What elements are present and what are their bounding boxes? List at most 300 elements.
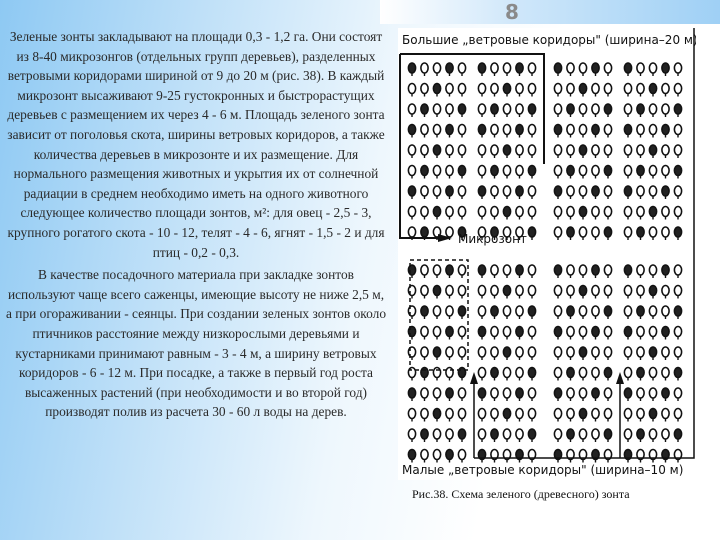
tree-icon — [554, 186, 561, 199]
tree-icon — [674, 388, 681, 401]
tree-icon — [421, 306, 428, 319]
tree-icon — [516, 207, 523, 220]
tree-icon — [478, 63, 485, 76]
tree-icon — [662, 125, 669, 138]
tree-icon — [624, 63, 631, 76]
tree-icon — [637, 450, 644, 463]
tree-icon — [408, 409, 415, 422]
small-corridors-label: Малые „ветровые коридоры" (ширина–10 м) — [402, 463, 684, 477]
tree-icon — [592, 327, 599, 340]
tree-icon — [458, 409, 465, 422]
tree-icon — [478, 145, 485, 158]
tree-icon — [503, 286, 510, 299]
tree-icon — [433, 166, 440, 179]
tree-icon — [579, 286, 586, 299]
tree-icon — [579, 388, 586, 401]
tree-icon — [674, 368, 681, 381]
tree-icon — [421, 347, 428, 360]
tree-icon — [446, 207, 453, 220]
slide-number: 8 — [505, 0, 519, 24]
tree-icon — [554, 207, 561, 220]
tree-icon — [503, 429, 510, 442]
tree-icon — [662, 207, 669, 220]
tree-icon — [624, 227, 631, 240]
tree-icon — [491, 265, 498, 278]
tree-icon — [567, 429, 574, 442]
tree-icon — [421, 145, 428, 158]
tree-icon — [674, 409, 681, 422]
tree-icon — [637, 388, 644, 401]
tree-icon — [433, 186, 440, 199]
tree-icon — [528, 186, 535, 199]
tree-icon — [528, 347, 535, 360]
tree-icon — [528, 63, 535, 76]
tree-icon — [458, 429, 465, 442]
tree-icon — [624, 104, 631, 117]
tree-icon — [567, 145, 574, 158]
tree-icon — [604, 63, 611, 76]
tree-icon — [421, 286, 428, 299]
tree-icon — [528, 388, 535, 401]
tree-icon — [579, 265, 586, 278]
tree-icon — [478, 207, 485, 220]
tree-icon — [624, 186, 631, 199]
tree-icon — [649, 166, 656, 179]
tree-icon — [674, 63, 681, 76]
tree-icon — [624, 207, 631, 220]
tree-icon — [408, 125, 415, 138]
tree-icon — [446, 429, 453, 442]
tree-icon — [446, 104, 453, 117]
tree-icon — [649, 429, 656, 442]
tree-icon — [604, 227, 611, 240]
tree-icon — [662, 327, 669, 340]
tree-icon — [421, 388, 428, 401]
tree-icon — [579, 306, 586, 319]
tree-icon — [503, 104, 510, 117]
tree-icon — [478, 166, 485, 179]
tree-icon — [516, 409, 523, 422]
tree-icon — [567, 84, 574, 97]
tree-icon — [554, 306, 561, 319]
tree-icon — [446, 63, 453, 76]
tree-icon — [408, 84, 415, 97]
tree-icon — [637, 409, 644, 422]
tree-icon — [637, 84, 644, 97]
tree-icon — [567, 388, 574, 401]
tree-icon — [491, 306, 498, 319]
tree-icon — [433, 450, 440, 463]
tree-icon — [433, 63, 440, 76]
tree-icon — [649, 388, 656, 401]
tree-icon — [567, 104, 574, 117]
tree-icon — [503, 186, 510, 199]
tree-icon — [637, 286, 644, 299]
tree-icon — [604, 327, 611, 340]
tree-icon — [554, 327, 561, 340]
tree-icon — [567, 286, 574, 299]
tree-icon — [637, 306, 644, 319]
tree-icon — [567, 207, 574, 220]
tree-icon — [554, 125, 561, 138]
tree-icon — [592, 347, 599, 360]
tree-icon — [662, 368, 669, 381]
tree-icon — [421, 63, 428, 76]
tree-icon — [637, 347, 644, 360]
tree-icon — [433, 286, 440, 299]
tree-icon — [649, 347, 656, 360]
tree-icon — [491, 429, 498, 442]
tree-icon — [528, 327, 535, 340]
tree-icon — [649, 327, 656, 340]
tree-icon — [579, 104, 586, 117]
tree-icon — [408, 429, 415, 442]
tree-icon — [674, 306, 681, 319]
tree-icon — [503, 166, 510, 179]
tree-icon — [478, 347, 485, 360]
tree-icon — [421, 409, 428, 422]
tree-icon — [604, 186, 611, 199]
tree-icon — [478, 368, 485, 381]
tree-icon — [579, 207, 586, 220]
tree-icon — [649, 265, 656, 278]
tree-icon — [528, 125, 535, 138]
tree-icon — [554, 368, 561, 381]
tree-icon — [579, 186, 586, 199]
tree-icon — [674, 286, 681, 299]
tree-icon — [433, 104, 440, 117]
tree-icon — [408, 145, 415, 158]
tree-icon — [592, 186, 599, 199]
tree-icon — [516, 368, 523, 381]
tree-icon — [649, 186, 656, 199]
tree-icon — [637, 104, 644, 117]
tree-icon — [674, 186, 681, 199]
large-corridors-label: Большие „ветровые коридоры" (ширина–20 м) — [402, 33, 696, 47]
tree-icon — [579, 368, 586, 381]
tree-icon — [637, 368, 644, 381]
tree-icon — [458, 186, 465, 199]
tree-icon — [408, 388, 415, 401]
tree-icon — [674, 429, 681, 442]
tree-icon — [446, 388, 453, 401]
tree-icon — [604, 104, 611, 117]
tree-icon — [662, 145, 669, 158]
tree-icon — [554, 265, 561, 278]
tree-icon — [528, 429, 535, 442]
tree-icon — [554, 286, 561, 299]
tree-icon — [604, 166, 611, 179]
tree-icon — [649, 368, 656, 381]
tree-icon — [433, 145, 440, 158]
tree-icon — [662, 104, 669, 117]
tree-icon — [662, 84, 669, 97]
tree-icon — [637, 63, 644, 76]
tree-icon — [503, 327, 510, 340]
tree-icon — [421, 207, 428, 220]
tree-icon — [554, 388, 561, 401]
tree-icon — [516, 347, 523, 360]
tree-icon — [458, 125, 465, 138]
tree-icon — [554, 63, 561, 76]
tree-icon — [649, 409, 656, 422]
tree-icon — [478, 84, 485, 97]
tree-icon — [446, 166, 453, 179]
tree-icon — [579, 84, 586, 97]
tree-icon — [433, 327, 440, 340]
tree-icon — [503, 63, 510, 76]
tree-icon — [516, 145, 523, 158]
tree-icon — [624, 265, 631, 278]
tree-icon — [458, 63, 465, 76]
tree-icon — [604, 429, 611, 442]
tree-icon — [478, 306, 485, 319]
tree-icon — [637, 186, 644, 199]
tree-icon — [637, 207, 644, 220]
tree-icon — [637, 327, 644, 340]
tree-icon — [503, 207, 510, 220]
tree-icon — [491, 207, 498, 220]
tree-icon — [433, 347, 440, 360]
tree-icon — [649, 306, 656, 319]
tree-icon — [637, 166, 644, 179]
tree-icon — [478, 125, 485, 138]
tree-icon — [567, 450, 574, 463]
tree-icon — [421, 327, 428, 340]
tree-icon — [458, 84, 465, 97]
tree-icon — [592, 286, 599, 299]
tree-icon — [528, 450, 535, 463]
tree-icon — [662, 227, 669, 240]
tree-icon — [516, 306, 523, 319]
tree-icon — [604, 145, 611, 158]
tree-icon — [554, 166, 561, 179]
tree-icon — [554, 347, 561, 360]
figure-caption: Рис.38. Схема зеленого (древесного) зонта — [412, 487, 630, 501]
tree-icon — [516, 286, 523, 299]
tree-icon — [604, 409, 611, 422]
tree-icon — [674, 265, 681, 278]
tree-icon — [408, 186, 415, 199]
tree-icon — [516, 84, 523, 97]
tree-icon — [579, 145, 586, 158]
tree-icon — [503, 368, 510, 381]
tree-icon — [624, 286, 631, 299]
tree-icon — [503, 265, 510, 278]
tree-icon — [554, 429, 561, 442]
tree-icon — [649, 145, 656, 158]
tree-icon — [592, 125, 599, 138]
tree-icon — [421, 125, 428, 138]
tree-icon — [674, 227, 681, 240]
tree-icon — [516, 327, 523, 340]
tree-icon — [579, 450, 586, 463]
tree-icon — [604, 125, 611, 138]
tree-icon — [637, 125, 644, 138]
paragraph-1: Зеленые зонты закладывают на площади 0,3 - 1,2 га. Они состоят из 8-40 микрозонгов (отдельных групп деревьев), разделенных ветровыми коридорами шириной от 9 до 20 м (рис. 38). В каждый микрозонт высаживают 9-25 густокронных и быстрорастущих деревьев с размещением их через 4 - 6 м. Площадь зеленого зонта зависит от поголовья скота, ширины ветровых коридоров, а также количества деревьев в микрозонте и их размещение. Для нормального размещения животных и укрытия их от солнечной радиации в среднем необходимо иметь на одного животного следующее количество площади зонтов, м²: для овец - 2,5 - 3, крупного рогатого скота - 10 - 12, телят - 4 - 6, ягнят - 1,5 - 2 и для птиц - 0,2 - 0,3. — [7, 29, 385, 260]
tree-icon — [567, 409, 574, 422]
tree-icon — [579, 409, 586, 422]
tree-icon — [491, 286, 498, 299]
tree-icon — [554, 409, 561, 422]
tree-icon — [662, 306, 669, 319]
tree-icon — [516, 166, 523, 179]
tree-icon — [624, 166, 631, 179]
tree-icon — [491, 125, 498, 138]
tree-icon — [624, 347, 631, 360]
tree-icon — [528, 166, 535, 179]
tree-icon — [604, 347, 611, 360]
tree-icon — [458, 388, 465, 401]
tree-icon — [604, 388, 611, 401]
tree-icon — [446, 347, 453, 360]
tree-icon — [503, 450, 510, 463]
tree-icon — [674, 327, 681, 340]
tree-icon — [446, 286, 453, 299]
tree-icon — [458, 104, 465, 117]
tree-icon — [624, 368, 631, 381]
tree-icon — [567, 166, 574, 179]
tree-icon — [604, 368, 611, 381]
tree-icon — [408, 450, 415, 463]
tree-icon — [458, 347, 465, 360]
tree-icon — [433, 265, 440, 278]
tree-icon — [567, 125, 574, 138]
tree-icon — [491, 166, 498, 179]
tree-icon — [592, 84, 599, 97]
tree-icon — [592, 166, 599, 179]
tree-icon — [478, 286, 485, 299]
tree-icon — [458, 265, 465, 278]
tree-icon — [674, 125, 681, 138]
tree-icon — [662, 265, 669, 278]
header-band — [380, 0, 720, 24]
tree-icon — [478, 388, 485, 401]
tree-icon — [528, 286, 535, 299]
tree-icon — [592, 388, 599, 401]
tree-icon — [567, 368, 574, 381]
tree-icon — [503, 409, 510, 422]
tree-icon — [528, 145, 535, 158]
tree-icon — [446, 306, 453, 319]
tree-icon — [516, 429, 523, 442]
tree-icon — [491, 368, 498, 381]
tree-icon — [478, 409, 485, 422]
green-umbrella-diagram — [398, 28, 696, 480]
tree-icon — [491, 186, 498, 199]
tree-icon — [604, 265, 611, 278]
tree-icon — [624, 388, 631, 401]
tree-icon — [503, 145, 510, 158]
tree-icon — [579, 63, 586, 76]
tree-icon — [579, 429, 586, 442]
tree-icon — [421, 186, 428, 199]
microzone-label: Микрозонт — [458, 232, 527, 246]
tree-icon — [408, 104, 415, 117]
tree-icon — [662, 409, 669, 422]
tree-icon — [554, 104, 561, 117]
tree-icon — [503, 84, 510, 97]
tree-icon — [408, 166, 415, 179]
tree-icon — [674, 104, 681, 117]
body-text — [6, 27, 386, 425]
tree-icon — [592, 227, 599, 240]
tree-icon — [649, 84, 656, 97]
tree-icon — [567, 306, 574, 319]
tree-icon — [637, 145, 644, 158]
tree-icon — [579, 227, 586, 240]
tree-icon — [421, 84, 428, 97]
tree-icon — [458, 450, 465, 463]
tree-icon — [567, 186, 574, 199]
tree-icon — [604, 450, 611, 463]
tree-icon — [408, 63, 415, 76]
tree-icon — [604, 306, 611, 319]
tree-icon — [592, 429, 599, 442]
tree-icon — [458, 286, 465, 299]
tree-icon — [446, 327, 453, 340]
tree-icon — [624, 306, 631, 319]
tree-icon — [491, 409, 498, 422]
tree-icon — [662, 166, 669, 179]
tree-icon — [567, 63, 574, 76]
tree-icon — [478, 429, 485, 442]
tree-icon — [567, 227, 574, 240]
tree-icon — [592, 368, 599, 381]
tree-icon — [662, 286, 669, 299]
tree-icon — [528, 368, 535, 381]
tree-icon — [491, 450, 498, 463]
tree-icon — [649, 125, 656, 138]
tree-icon — [624, 125, 631, 138]
tree-icon — [433, 207, 440, 220]
tree-icon — [662, 63, 669, 76]
tree-icon — [604, 84, 611, 97]
tree-icon — [478, 265, 485, 278]
tree-icon — [528, 207, 535, 220]
tree-icon — [408, 207, 415, 220]
tree-icon — [624, 327, 631, 340]
tree-icon — [503, 388, 510, 401]
tree-icon — [433, 125, 440, 138]
tree-icon — [446, 145, 453, 158]
tree-icon — [649, 227, 656, 240]
tree-icon — [604, 286, 611, 299]
tree-icon — [592, 265, 599, 278]
tree-icon — [458, 327, 465, 340]
tree-icon — [458, 207, 465, 220]
tree-icon — [503, 347, 510, 360]
tree-icon — [421, 429, 428, 442]
tree-icon — [458, 166, 465, 179]
tree-icon — [421, 166, 428, 179]
tree-icon — [604, 207, 611, 220]
tree-icon — [433, 409, 440, 422]
tree-icon — [649, 450, 656, 463]
tree-icon — [446, 186, 453, 199]
tree-icon — [579, 347, 586, 360]
tree-icon — [491, 63, 498, 76]
tree-icon — [624, 450, 631, 463]
tree-icon — [624, 145, 631, 158]
tree-icon — [516, 265, 523, 278]
tree-icon — [554, 84, 561, 97]
tree-icon — [592, 306, 599, 319]
tree-icon — [649, 207, 656, 220]
tree-icon — [649, 104, 656, 117]
tree-icon — [674, 84, 681, 97]
tree-icon — [592, 207, 599, 220]
